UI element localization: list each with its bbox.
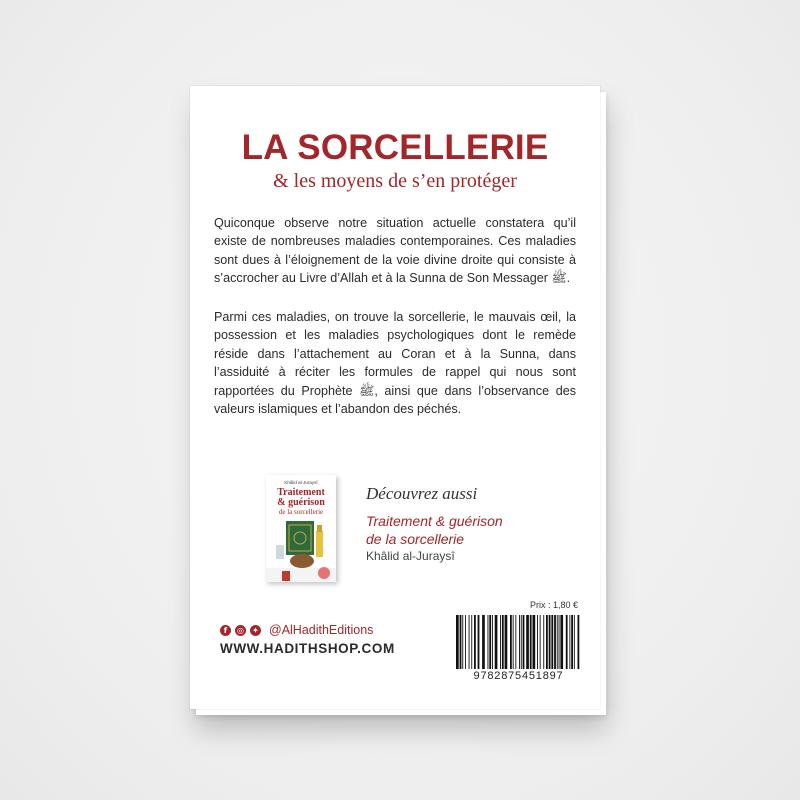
barcode-bar <box>537 615 538 669</box>
discover-also-label: Découvrez aussi <box>366 484 478 503</box>
barcode-bar <box>546 615 548 669</box>
mini-cover-illustration <box>266 475 336 582</box>
barcode-bar <box>505 615 508 669</box>
barcode-bar <box>478 615 480 669</box>
barcode-bar <box>482 615 485 669</box>
barcode-bar <box>495 615 498 669</box>
mini-cover-title-2: & guérison <box>277 497 325 508</box>
barcode-bar <box>521 615 522 669</box>
barcode-bar <box>500 615 501 669</box>
mini-cover-author: Khâlid al-Juraysî <box>284 480 318 485</box>
social-handle: @AlHadithEditions <box>269 623 374 637</box>
barcode-bar <box>557 615 558 669</box>
barcode-bar <box>578 615 580 669</box>
mini-cover-title-1: Traitement <box>277 487 325 498</box>
barcode-bar <box>502 615 504 669</box>
price-label: Prix : 1,80 € <box>530 600 579 610</box>
barcode-bar <box>540 615 541 669</box>
barcode-bar <box>526 615 529 669</box>
barcode-bar <box>566 615 568 669</box>
barcode-bar <box>489 615 491 669</box>
barcode-bar <box>523 615 525 669</box>
barcode-bar <box>456 615 459 669</box>
barcode-bar <box>530 615 532 669</box>
book-back-cover <box>190 86 600 709</box>
publisher-website: WWW.HADITHSHOP.COM <box>220 641 395 656</box>
barcode-bar <box>551 615 553 669</box>
barcode-bar <box>533 615 536 669</box>
barcode-bar <box>474 615 476 669</box>
instagram-icon: ◎ <box>235 625 246 636</box>
barcode-bar <box>515 615 516 669</box>
barcode-bar <box>554 615 556 669</box>
description-paragraph-1: Quiconque observe notre situation actuelle constatera qu’il existe de nombreuses maladies contemporaines. Ces maladies sont dues à l’éloignement de la voie divine droite qui consiste à s’accrocher au Livre d’Allah et à la Sunna de Son Messager ﷺ. <box>214 216 576 286</box>
description-paragraph-2: Parmi ces maladies, on trouve la sorcellerie, le mauvais œil, la possession et les maladies psychologiques dont le remède réside dans l’attachement au Coran et à la Sunna, dans l’assiduité à réciter les formules de rappel qui nous sont rapportées du Prophète ﷺ, ainsi que dans l’observance des valeurs islamiques et l’abandon des péchés. <box>214 310 577 417</box>
barcode-bar <box>513 615 514 669</box>
book-title: LA SORCELLERIE <box>241 128 549 167</box>
related-title-line-1: Traitement & guérison <box>366 513 503 529</box>
barcode-bar <box>465 615 466 669</box>
social-links <box>220 623 373 637</box>
related-book-title <box>366 512 566 548</box>
barcode-bar <box>519 615 520 669</box>
barcode-bar <box>560 615 563 669</box>
barcode-bars <box>452 615 585 671</box>
isbn-barcode <box>452 615 585 685</box>
barcode-bar <box>460 615 462 669</box>
book-subtitle: & les moyens de s’en protéger <box>273 170 517 192</box>
isbn-number: 9782875451897 <box>473 670 564 682</box>
related-book-author: Khâlid al-Juraysî <box>366 549 455 563</box>
barcode-bar <box>488 615 489 669</box>
barcode-bar <box>469 615 470 669</box>
mini-cover-title-3: de la sorcellerie <box>278 508 324 516</box>
barcode-bar <box>510 615 512 669</box>
barcode-bar <box>462 615 463 669</box>
related-book-cover-thumbnail <box>266 475 336 582</box>
twitter-icon: ✦ <box>250 625 261 636</box>
related-title-line-2: de la sorcellerie <box>366 531 465 547</box>
barcode-bar <box>569 615 570 669</box>
barcode-bar <box>559 615 560 669</box>
barcode-bar <box>574 615 575 669</box>
barcode-bar <box>543 615 544 669</box>
barcode-bar <box>492 615 493 669</box>
facebook-icon: f <box>220 625 231 636</box>
barcode-bar <box>571 615 573 669</box>
barcode-bar <box>471 615 472 669</box>
barcode-bar <box>549 615 551 669</box>
